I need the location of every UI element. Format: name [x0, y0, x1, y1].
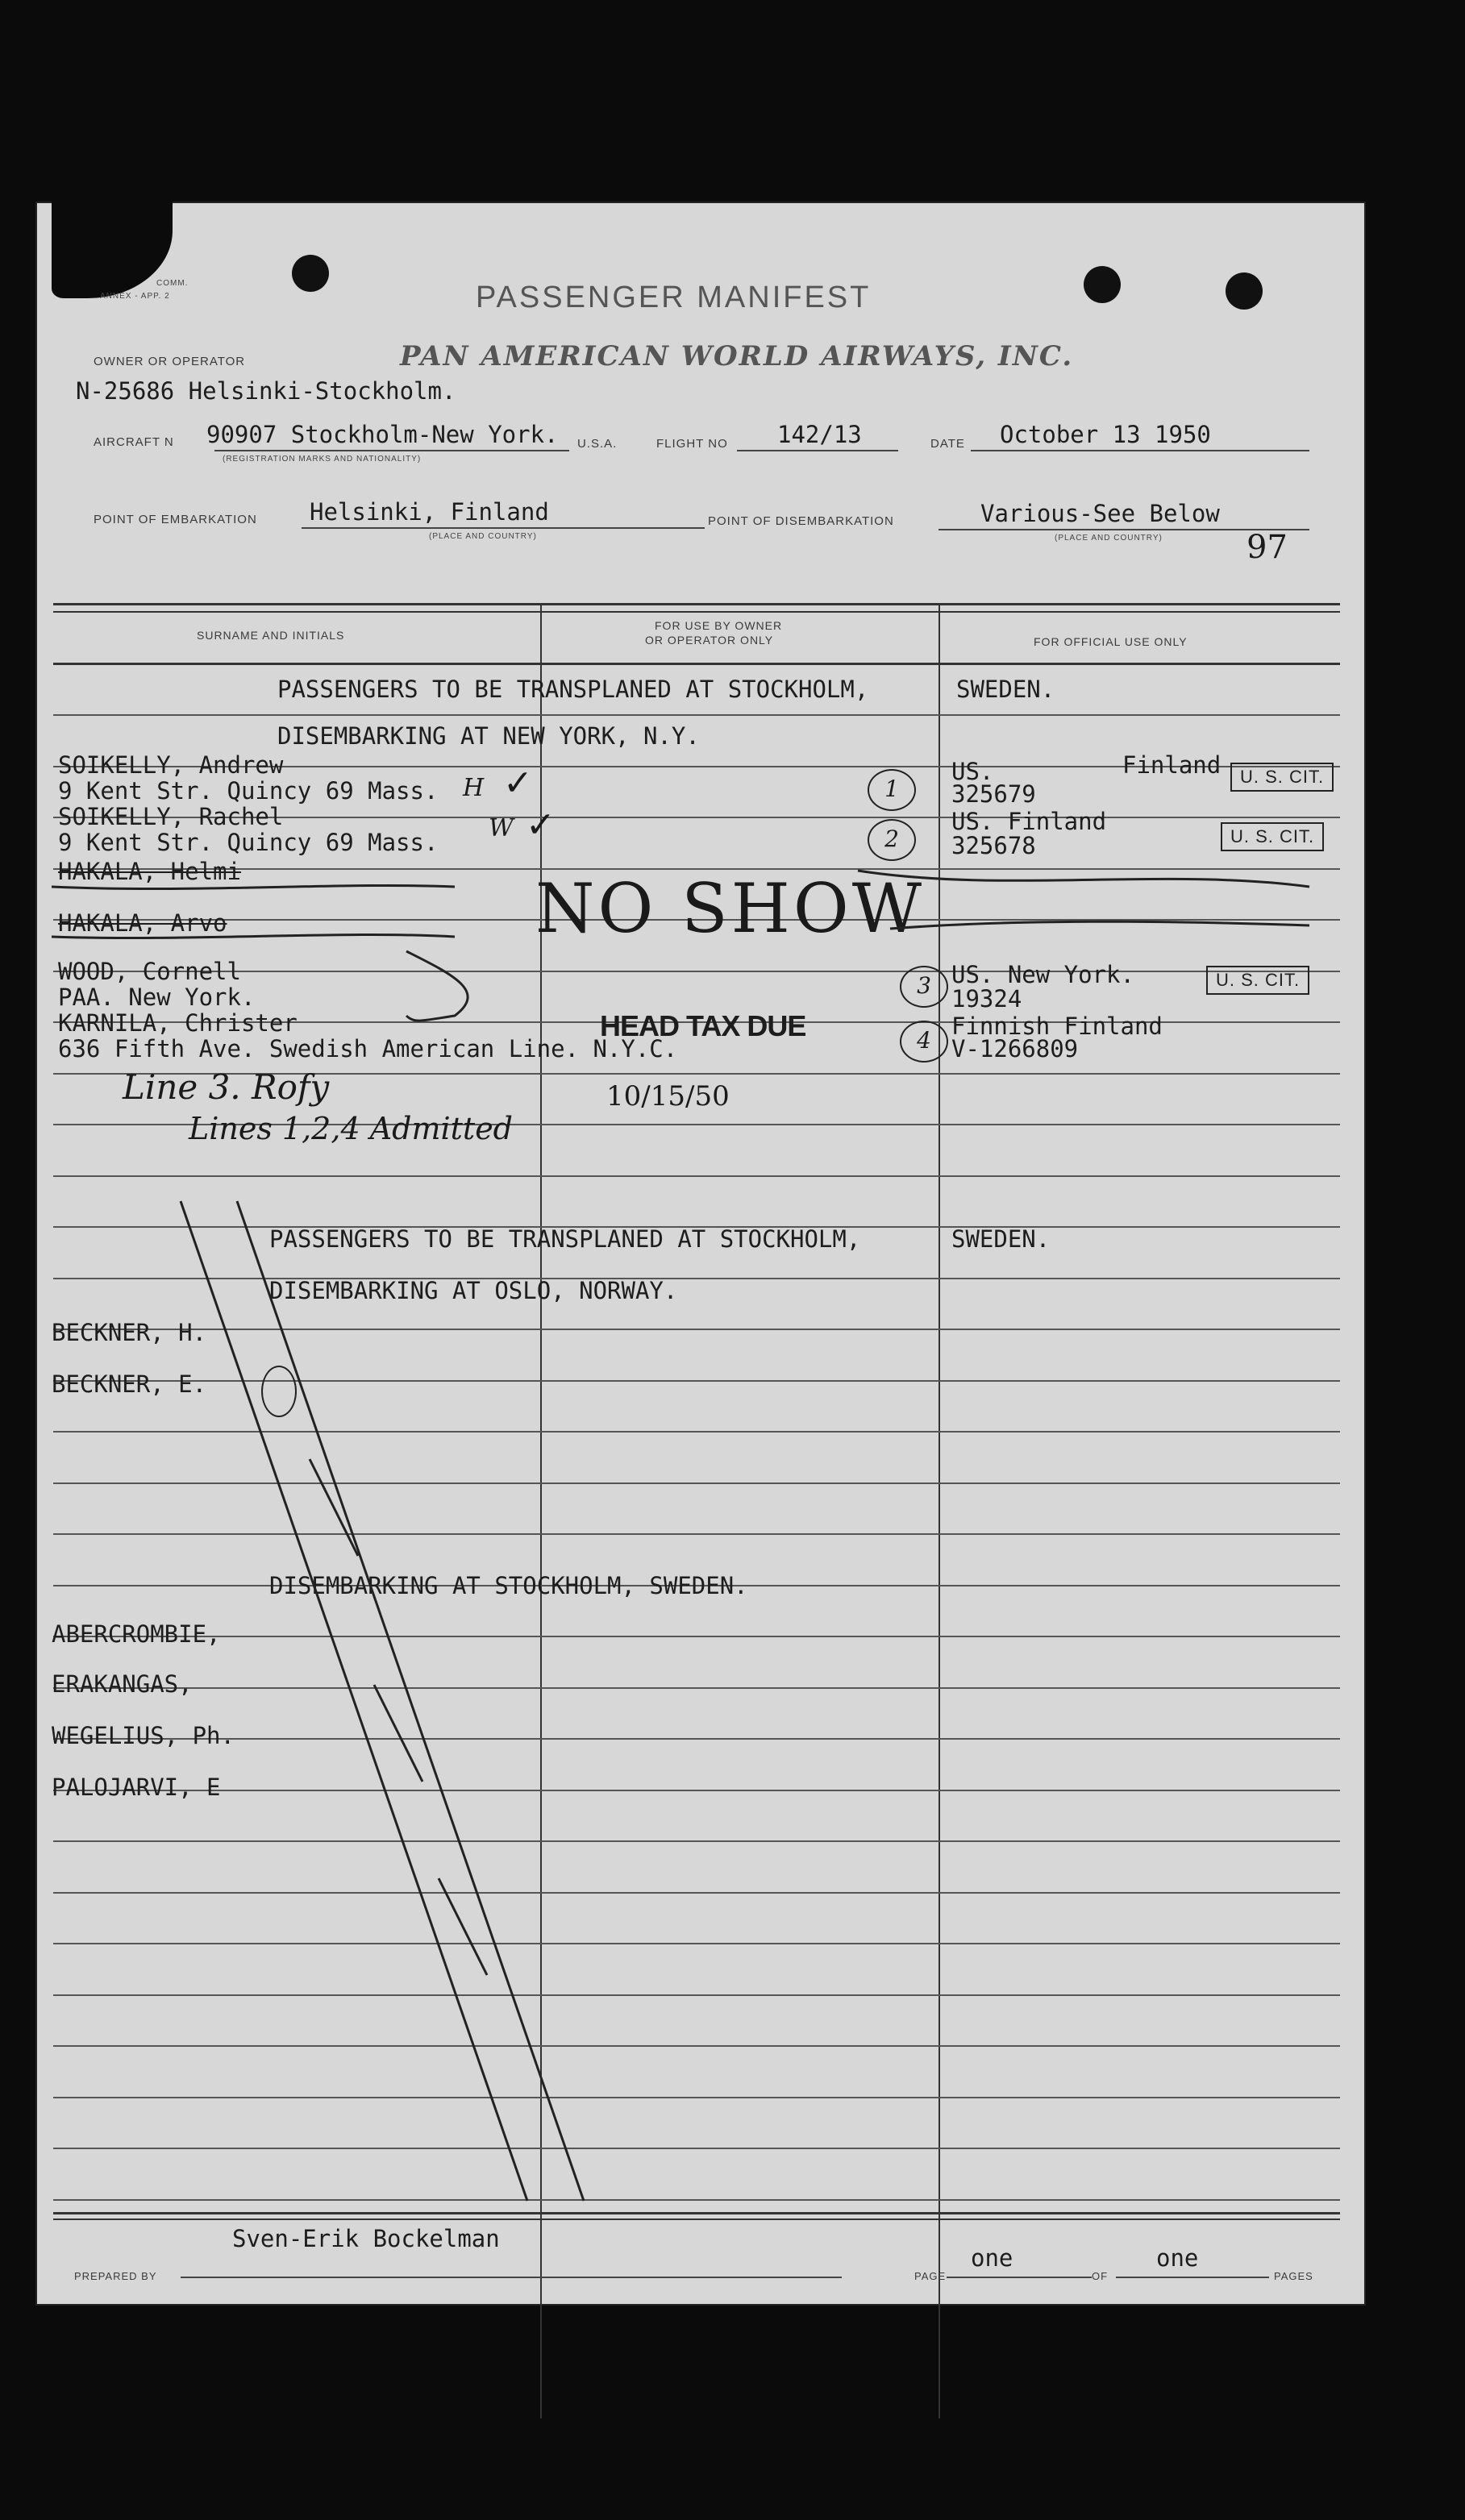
- disembarkation-point: Various-See Below: [980, 500, 1220, 527]
- section1-subheading: DISEMBARKING AT NEW YORK, N.Y.: [277, 722, 700, 750]
- head-tax-stamp: HEAD TAX DUE: [600, 1009, 806, 1042]
- oslo-passenger-2: BECKNER, E.: [52, 1370, 207, 1398]
- passenger-address-6: 636 Fifth Ave. Swedish American Line. N.Y.C.: [58, 1035, 678, 1062]
- passenger-name-4: HAKALA, Arvo: [58, 909, 227, 937]
- prepared-by-name: Sven-Erik Bockelman: [232, 2225, 500, 2252]
- stockholm-passenger-2: ERAKANGAS,: [52, 1670, 193, 1698]
- manifest-sheet: [35, 202, 1366, 2306]
- section1-heading-country: SWEDEN.: [956, 676, 1055, 703]
- check-icon: ✓: [526, 805, 556, 846]
- no-show-annotation: NO SHOW: [535, 869, 926, 948]
- label-embarkation: POINT OF EMBARKATION: [94, 513, 257, 526]
- passenger-name-6: KARNILA, Christer: [58, 1009, 298, 1037]
- page-total: one: [1156, 2244, 1199, 2272]
- label-place-country-1: (PLACE AND COUNTRY): [429, 532, 537, 541]
- handwritten-note-2: Lines 1,2,4 Admitted: [189, 1111, 514, 1146]
- passenger-name-1: SOIKELLY, Andrew: [58, 751, 284, 779]
- ruled-line: [53, 1380, 1340, 1382]
- ruled-line: [53, 1840, 1340, 1842]
- official-5-line2: 19324: [951, 985, 1022, 1013]
- corner-ref-1: COMM.: [156, 279, 189, 288]
- ruled-line: [53, 1892, 1340, 1894]
- flight-number: 142/13: [777, 421, 862, 448]
- label-prepared: PREPARED BY: [74, 2270, 157, 2282]
- official-1-country: Finland: [1122, 751, 1222, 779]
- ruled-line: [53, 1431, 1340, 1433]
- form-title: PASSENGER MANIFEST: [476, 281, 872, 314]
- ruled-line: [53, 1329, 1340, 1330]
- col-header-owner-2: OR OPERATOR ONLY: [645, 634, 774, 647]
- label-usa: U.S.A.: [577, 437, 618, 451]
- page-mark: 97: [1246, 529, 1288, 566]
- ruled-line: [53, 2097, 1340, 2098]
- punch-hole: [1084, 266, 1121, 303]
- ruled-line: [53, 1636, 1340, 1637]
- company-name: PAN AMERICAN WORLD AIRWAYS, INC.: [400, 340, 1074, 372]
- handwritten-note-1: Line 3. Rofy: [123, 1067, 330, 1107]
- ruled-line: [53, 1994, 1340, 1996]
- col-header-official: FOR OFFICIAL USE ONLY: [1034, 635, 1188, 648]
- section2-heading-country: SWEDEN.: [951, 1225, 1051, 1253]
- label-page: PAGE: [914, 2270, 947, 2282]
- embarkation-point: Helsinki, Finland: [310, 498, 549, 526]
- section1-heading: PASSENGERS TO BE TRANSPLANED AT STOCKHOLM,: [277, 676, 869, 703]
- label-of: OF: [1092, 2270, 1109, 2282]
- ruled-line: [53, 714, 1340, 716]
- stockholm-passenger-1: ABERCROMBIE,: [52, 1620, 221, 1648]
- citizen-stamp-2: U. S. CIT.: [1221, 822, 1324, 851]
- ruled-line: [53, 1790, 1340, 1791]
- torn-corner: [52, 202, 173, 298]
- passenger-name-3: HAKALA, Helmi: [58, 858, 241, 885]
- ruled-line: [53, 1533, 1340, 1535]
- citizen-stamp-1: U. S. CIT.: [1230, 763, 1334, 792]
- official-1-line1: US.: [951, 758, 994, 785]
- passenger-mark-1: H: [463, 774, 485, 802]
- ruled-line: [53, 1482, 1340, 1484]
- circled-number-1: 1: [868, 769, 916, 811]
- official-6-line1: Finnish Finland: [951, 1013, 1163, 1040]
- page-number: one: [971, 2244, 1013, 2272]
- label-owner: OWNER OR OPERATOR: [94, 355, 246, 368]
- label-pages: PAGES: [1274, 2270, 1313, 2282]
- check-icon: ✓: [503, 763, 533, 804]
- ruled-line: [53, 971, 1340, 972]
- section3-heading: DISEMBARKING AT STOCKHOLM, SWEDEN.: [269, 1572, 748, 1599]
- official-6-line2: V-1266809: [951, 1035, 1079, 1062]
- ruled-line: [53, 1943, 1340, 1944]
- aircraft-line-1: N-25686 Helsinki-Stockholm.: [76, 377, 456, 405]
- handwritten-date: 10/15/50: [606, 1080, 730, 1112]
- ruled-line: [53, 1278, 1340, 1279]
- circled-number-2: 2: [868, 819, 916, 861]
- flight-date: October 13 1950: [1000, 421, 1211, 448]
- ruled-line: [53, 1738, 1340, 1740]
- section2-heading: PASSENGERS TO BE TRANSPLANED AT STOCKHOLM,: [269, 1225, 861, 1253]
- col-header-owner-1: FOR USE BY OWNER: [655, 619, 783, 632]
- oslo-passenger-1: BECKNER, H.: [52, 1319, 207, 1346]
- passenger-mark-2: W: [489, 814, 514, 842]
- passenger-name-2: SOIKELLY, Rachel: [58, 803, 284, 830]
- circled-number-4: 4: [900, 1021, 948, 1062]
- official-2-line2: 325678: [951, 832, 1036, 859]
- official-1-line2: 325679: [951, 780, 1036, 808]
- ruled-line: [53, 2148, 1340, 2149]
- ruled-line: [53, 2199, 1340, 2201]
- label-registration: (REGISTRATION MARKS AND NATIONALITY): [223, 455, 422, 464]
- label-date: DATE: [930, 437, 965, 451]
- passenger-address-5: PAA. New York.: [58, 983, 256, 1011]
- official-5-line1: US. New York.: [951, 961, 1134, 988]
- corner-ref-2: ANNEX - APP. 2: [100, 292, 170, 301]
- passenger-address-1: 9 Kent Str. Quincy 69 Mass.: [58, 777, 439, 805]
- stockholm-passenger-4: PALOJARVI, E: [52, 1774, 221, 1801]
- label-aircraft: AIRCRAFT N: [94, 435, 174, 449]
- section2-subheading: DISEMBARKING AT OSLO, NORWAY.: [269, 1277, 678, 1304]
- ruled-line: [53, 1175, 1340, 1177]
- citizen-stamp-5: U. S. CIT.: [1206, 966, 1309, 995]
- stockholm-passenger-3: WEGELIUS, Ph.: [52, 1722, 235, 1749]
- official-2-line1: US. Finland: [951, 808, 1107, 835]
- passenger-address-2: 9 Kent Str. Quincy 69 Mass.: [58, 829, 439, 856]
- aircraft-line-2: 90907 Stockholm-New York.: [206, 421, 559, 448]
- label-disembarkation: POINT OF DISEMBARKATION: [708, 514, 894, 528]
- punch-hole: [292, 255, 329, 292]
- circle-mark: [261, 1366, 297, 1417]
- circled-number-3: 3: [900, 966, 948, 1008]
- ruled-line: [53, 2045, 1340, 2047]
- label-place-country-2: (PLACE AND COUNTRY): [1055, 534, 1163, 543]
- ruled-line: [53, 1687, 1340, 1689]
- punch-hole: [1226, 272, 1263, 310]
- label-flight: FLIGHT NO: [656, 437, 728, 451]
- col-header-surname: SURNAME AND INITIALS: [197, 629, 345, 642]
- passenger-name-5: WOOD, Cornell: [58, 958, 241, 985]
